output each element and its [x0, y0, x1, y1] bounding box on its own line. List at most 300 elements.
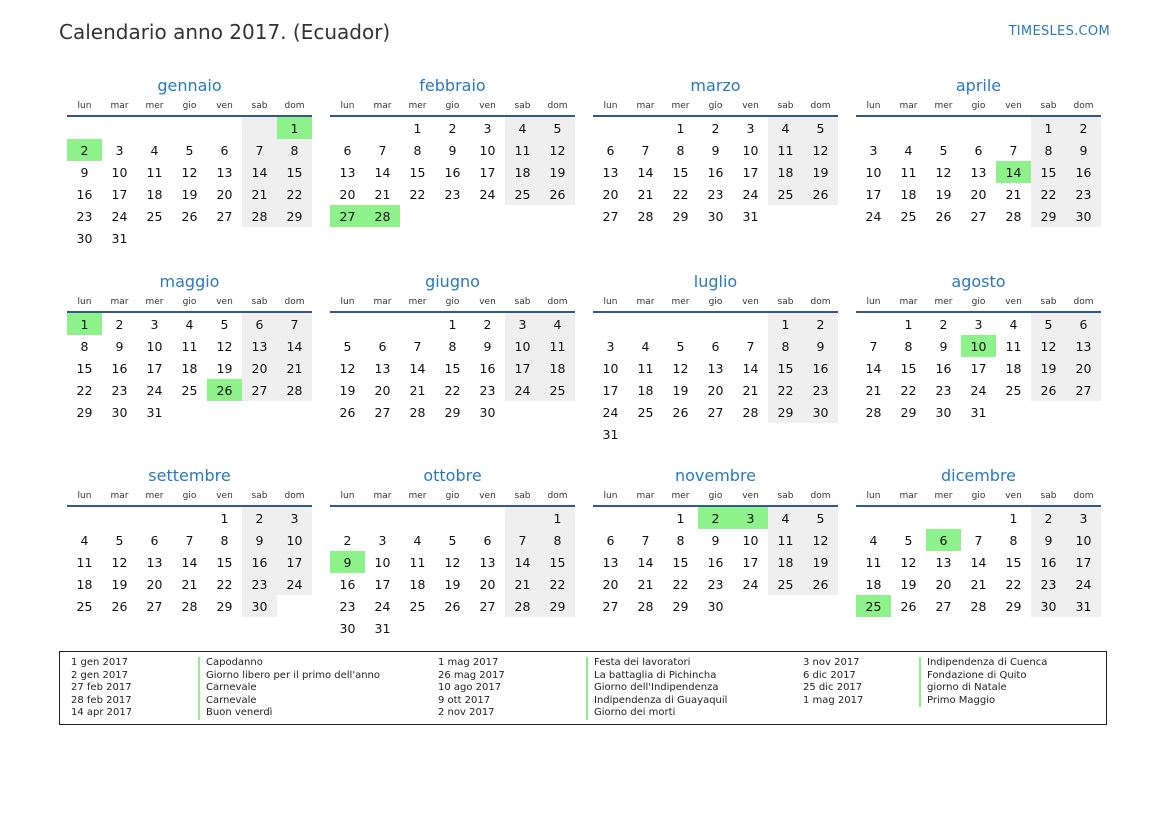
day-cell[interactable]: 15 — [216, 554, 233, 570]
day-cell[interactable]: 7 — [378, 142, 387, 158]
day-cell[interactable]: 21 — [374, 186, 391, 202]
day-cell[interactable]: 16 — [479, 360, 496, 376]
day-cell[interactable]: 7 — [746, 338, 755, 354]
day-cell[interactable]: 17 — [742, 554, 759, 570]
day-cell[interactable]: 16 — [111, 360, 128, 376]
day-cell[interactable]: 26 — [935, 208, 952, 224]
day-cell[interactable]: 17 — [374, 576, 391, 592]
day-cell[interactable]: 5 — [448, 532, 457, 548]
day-cell[interactable]: 7 — [185, 532, 194, 548]
day-cell[interactable]: 12 — [803, 529, 838, 551]
day-cell[interactable]: 1 — [448, 316, 457, 332]
day-cell[interactable]: 24 — [505, 379, 540, 401]
day-cell[interactable]: 29 — [277, 205, 312, 227]
day-cell[interactable]: 21 — [181, 576, 198, 592]
day-cell[interactable]: 13 — [602, 164, 619, 180]
day-cell[interactable]: 9 — [80, 164, 89, 180]
day-cell[interactable]: 28 — [865, 404, 882, 420]
day-cell[interactable]: 1 — [768, 312, 803, 335]
day-cell[interactable]: 8 — [676, 142, 685, 158]
day-cell[interactable]: 11 — [181, 338, 198, 354]
day-cell[interactable]: 20 — [602, 576, 619, 592]
day-cell[interactable]: 10 — [602, 360, 619, 376]
day-cell[interactable]: 31 — [1066, 595, 1101, 617]
day-cell[interactable]: 21 — [277, 357, 312, 379]
day-cell[interactable]: 28 — [181, 598, 198, 614]
day-cell[interactable]: 27 — [216, 208, 233, 224]
day-cell[interactable]: 16 — [1066, 161, 1101, 183]
day-cell[interactable]: 2 — [448, 120, 457, 136]
day-cell[interactable]: 5 — [939, 142, 948, 158]
day-cell[interactable]: 2 — [1031, 506, 1066, 529]
day-cell[interactable]: 16 — [242, 551, 277, 573]
day-cell[interactable]: 22 — [1031, 183, 1066, 205]
day-cell[interactable]: 25 — [540, 379, 575, 401]
day-cell[interactable]: 9 — [711, 532, 720, 548]
day-cell[interactable]: 3 — [150, 316, 159, 332]
day-cell[interactable]: 24 — [742, 186, 759, 202]
holiday-day[interactable]: 1 — [67, 312, 102, 335]
day-cell[interactable]: 5 — [343, 338, 352, 354]
day-cell[interactable]: 25 — [76, 598, 93, 614]
day-cell[interactable]: 4 — [641, 338, 650, 354]
day-cell[interactable]: 26 — [111, 598, 128, 614]
day-cell[interactable]: 30 — [76, 230, 93, 246]
day-cell[interactable]: 30 — [1066, 205, 1101, 227]
day-cell[interactable]: 13 — [479, 554, 496, 570]
day-cell[interactable]: 25 — [637, 404, 654, 420]
day-cell[interactable]: 20 — [242, 357, 277, 379]
site-link[interactable]: TIMESLES.COM — [1008, 24, 1110, 39]
day-cell[interactable]: 7 — [641, 142, 650, 158]
day-cell[interactable]: 7 — [641, 532, 650, 548]
day-cell[interactable]: 30 — [1031, 595, 1066, 617]
day-cell[interactable]: 19 — [803, 161, 838, 183]
day-cell[interactable]: 23 — [76, 208, 93, 224]
day-cell[interactable]: 9 — [711, 142, 720, 158]
day-cell[interactable]: 16 — [444, 164, 461, 180]
day-cell[interactable]: 23 — [803, 379, 838, 401]
day-cell[interactable]: 18 — [1005, 360, 1022, 376]
day-cell[interactable]: 1 — [676, 510, 685, 526]
day-cell[interactable]: 20 — [374, 382, 391, 398]
day-cell[interactable]: 20 — [970, 186, 987, 202]
day-cell[interactable]: 21 — [242, 183, 277, 205]
day-cell[interactable]: 5 — [115, 532, 124, 548]
day-cell[interactable]: 15 — [444, 360, 461, 376]
day-cell[interactable]: 10 — [479, 142, 496, 158]
day-cell[interactable]: 23 — [707, 576, 724, 592]
day-cell[interactable]: 11 — [768, 529, 803, 551]
day-cell[interactable]: 26 — [672, 404, 689, 420]
day-cell[interactable]: 17 — [277, 551, 312, 573]
holiday-day[interactable]: 2 — [67, 139, 102, 161]
day-cell[interactable]: 30 — [242, 595, 277, 617]
day-cell[interactable]: 3 — [746, 120, 755, 136]
day-cell[interactable]: 19 — [540, 161, 575, 183]
day-cell[interactable]: 14 — [409, 360, 426, 376]
day-cell[interactable]: 2 — [939, 316, 948, 332]
day-cell[interactable]: 2 — [711, 120, 720, 136]
day-cell[interactable]: 9 — [242, 529, 277, 551]
day-cell[interactable]: 2 — [483, 316, 492, 332]
day-cell[interactable]: 26 — [1031, 379, 1066, 401]
day-cell[interactable]: 23 — [479, 382, 496, 398]
day-cell[interactable]: 15 — [672, 554, 689, 570]
day-cell[interactable]: 13 — [216, 164, 233, 180]
day-cell[interactable]: 19 — [339, 382, 356, 398]
day-cell[interactable]: 6 — [378, 338, 387, 354]
holiday-day[interactable]: 6 — [926, 529, 961, 551]
holiday-day[interactable]: 2 — [698, 506, 733, 529]
day-cell[interactable]: 15 — [409, 164, 426, 180]
day-cell[interactable]: 14 — [505, 551, 540, 573]
day-cell[interactable]: 11 — [1005, 338, 1022, 354]
day-cell[interactable]: 27 — [479, 598, 496, 614]
day-cell[interactable]: 22 — [672, 576, 689, 592]
day-cell[interactable]: 19 — [672, 382, 689, 398]
day-cell[interactable]: 27 — [970, 208, 987, 224]
day-cell[interactable]: 15 — [540, 551, 575, 573]
day-cell[interactable]: 8 — [1031, 139, 1066, 161]
day-cell[interactable]: 17 — [479, 164, 496, 180]
day-cell[interactable]: 13 — [374, 360, 391, 376]
day-cell[interactable]: 1 — [904, 316, 913, 332]
day-cell[interactable]: 24 — [1066, 573, 1101, 595]
day-cell[interactable]: 12 — [540, 139, 575, 161]
day-cell[interactable]: 9 — [803, 335, 838, 357]
day-cell[interactable]: 12 — [1031, 335, 1066, 357]
day-cell[interactable]: 13 — [242, 335, 277, 357]
holiday-day[interactable]: 3 — [733, 506, 768, 529]
day-cell[interactable]: 22 — [1005, 576, 1022, 592]
day-cell[interactable]: 22 — [444, 382, 461, 398]
day-cell[interactable]: 27 — [602, 208, 619, 224]
day-cell[interactable]: 5 — [676, 338, 685, 354]
day-cell[interactable]: 11 — [900, 164, 917, 180]
day-cell[interactable]: 24 — [374, 598, 391, 614]
day-cell[interactable]: 17 — [742, 164, 759, 180]
day-cell[interactable]: 29 — [540, 595, 575, 617]
day-cell[interactable]: 18 — [768, 551, 803, 573]
day-cell[interactable]: 26 — [803, 183, 838, 205]
day-cell[interactable]: 20 — [479, 576, 496, 592]
day-cell[interactable]: 13 — [935, 554, 952, 570]
day-cell[interactable]: 1 — [1031, 116, 1066, 139]
day-cell[interactable]: 28 — [505, 595, 540, 617]
day-cell[interactable]: 19 — [935, 186, 952, 202]
day-cell[interactable]: 18 — [768, 161, 803, 183]
day-cell[interactable]: 19 — [1031, 357, 1066, 379]
day-cell[interactable]: 4 — [869, 532, 878, 548]
day-cell[interactable]: 25 — [181, 382, 198, 398]
day-cell[interactable]: 4 — [1009, 316, 1018, 332]
holiday-day[interactable]: 9 — [330, 551, 365, 573]
day-cell[interactable]: 2 — [1066, 116, 1101, 139]
day-cell[interactable]: 29 — [768, 401, 803, 423]
day-cell[interactable]: 7 — [413, 338, 422, 354]
day-cell[interactable]: 4 — [80, 532, 89, 548]
day-cell[interactable]: 31 — [970, 404, 987, 420]
day-cell[interactable]: 23 — [1066, 183, 1101, 205]
day-cell[interactable]: 25 — [768, 183, 803, 205]
day-cell[interactable]: 18 — [505, 161, 540, 183]
day-cell[interactable]: 1 — [1009, 510, 1018, 526]
day-cell[interactable]: 18 — [181, 360, 198, 376]
day-cell[interactable]: 27 — [146, 598, 163, 614]
day-cell[interactable]: 25 — [146, 208, 163, 224]
day-cell[interactable]: 24 — [742, 576, 759, 592]
day-cell[interactable]: 25 — [409, 598, 426, 614]
day-cell[interactable]: 23 — [935, 382, 952, 398]
day-cell[interactable]: 19 — [216, 360, 233, 376]
day-cell[interactable]: 5 — [803, 116, 838, 139]
day-cell[interactable]: 13 — [339, 164, 356, 180]
day-cell[interactable]: 19 — [803, 551, 838, 573]
day-cell[interactable]: 21 — [865, 382, 882, 398]
day-cell[interactable]: 6 — [242, 312, 277, 335]
day-cell[interactable]: 1 — [540, 506, 575, 529]
day-cell[interactable]: 8 — [448, 338, 457, 354]
day-cell[interactable]: 14 — [277, 335, 312, 357]
day-cell[interactable]: 23 — [707, 186, 724, 202]
day-cell[interactable]: 23 — [111, 382, 128, 398]
day-cell[interactable]: 30 — [935, 404, 952, 420]
day-cell[interactable]: 9 — [115, 338, 124, 354]
day-cell[interactable]: 21 — [1005, 186, 1022, 202]
day-cell[interactable]: 2 — [803, 312, 838, 335]
day-cell[interactable]: 15 — [1005, 554, 1022, 570]
day-cell[interactable]: 17 — [970, 360, 987, 376]
day-cell[interactable]: 15 — [768, 357, 803, 379]
day-cell[interactable]: 13 — [146, 554, 163, 570]
day-cell[interactable]: 22 — [76, 382, 93, 398]
day-cell[interactable]: 1 — [220, 510, 229, 526]
day-cell[interactable]: 7 — [974, 532, 983, 548]
holiday-day[interactable]: 25 — [856, 595, 891, 617]
day-cell[interactable]: 29 — [1031, 205, 1066, 227]
day-cell[interactable]: 4 — [185, 316, 194, 332]
day-cell[interactable]: 16 — [803, 357, 838, 379]
holiday-day[interactable]: 14 — [996, 161, 1031, 183]
day-cell[interactable]: 27 — [602, 598, 619, 614]
day-cell[interactable]: 28 — [742, 404, 759, 420]
day-cell[interactable]: 12 — [900, 554, 917, 570]
day-cell[interactable]: 9 — [1066, 139, 1101, 161]
day-cell[interactable]: 8 — [540, 529, 575, 551]
day-cell[interactable]: 27 — [707, 404, 724, 420]
day-cell[interactable]: 8 — [904, 338, 913, 354]
holiday-day[interactable]: 10 — [961, 335, 996, 357]
day-cell[interactable]: 22 — [672, 186, 689, 202]
day-cell[interactable]: 5 — [803, 506, 838, 529]
day-cell[interactable]: 23 — [444, 186, 461, 202]
day-cell[interactable]: 16 — [935, 360, 952, 376]
day-cell[interactable]: 6 — [220, 142, 229, 158]
day-cell[interactable]: 18 — [900, 186, 917, 202]
day-cell[interactable]: 6 — [150, 532, 159, 548]
day-cell[interactable]: 26 — [181, 208, 198, 224]
day-cell[interactable]: 21 — [970, 576, 987, 592]
day-cell[interactable]: 10 — [742, 532, 759, 548]
day-cell[interactable]: 11 — [768, 139, 803, 161]
day-cell[interactable]: 13 — [970, 164, 987, 180]
day-cell[interactable]: 3 — [974, 316, 983, 332]
day-cell[interactable]: 15 — [672, 164, 689, 180]
day-cell[interactable]: 4 — [150, 142, 159, 158]
day-cell[interactable]: 24 — [602, 404, 619, 420]
day-cell[interactable]: 4 — [768, 116, 803, 139]
day-cell[interactable]: 29 — [672, 598, 689, 614]
day-cell[interactable]: 18 — [409, 576, 426, 592]
day-cell[interactable]: 10 — [1066, 529, 1101, 551]
day-cell[interactable]: 30 — [339, 620, 356, 636]
day-cell[interactable]: 8 — [277, 139, 312, 161]
day-cell[interactable]: 23 — [1031, 573, 1066, 595]
day-cell[interactable]: 8 — [80, 338, 89, 354]
day-cell[interactable]: 17 — [602, 382, 619, 398]
day-cell[interactable]: 6 — [711, 338, 720, 354]
day-cell[interactable]: 14 — [242, 161, 277, 183]
day-cell[interactable]: 19 — [900, 576, 917, 592]
day-cell[interactable]: 6 — [483, 532, 492, 548]
day-cell[interactable]: 14 — [865, 360, 882, 376]
day-cell[interactable]: 24 — [479, 186, 496, 202]
day-cell[interactable]: 15 — [277, 161, 312, 183]
day-cell[interactable]: 15 — [1031, 161, 1066, 183]
day-cell[interactable]: 4 — [540, 312, 575, 335]
day-cell[interactable]: 3 — [1066, 506, 1101, 529]
day-cell[interactable]: 13 — [602, 554, 619, 570]
day-cell[interactable]: 21 — [505, 573, 540, 595]
day-cell[interactable]: 26 — [540, 183, 575, 205]
day-cell[interactable]: 18 — [540, 357, 575, 379]
day-cell[interactable]: 14 — [374, 164, 391, 180]
day-cell[interactable]: 26 — [900, 598, 917, 614]
day-cell[interactable]: 7 — [242, 139, 277, 161]
day-cell[interactable]: 9 — [483, 338, 492, 354]
day-cell[interactable]: 17 — [505, 357, 540, 379]
day-cell[interactable]: 19 — [444, 576, 461, 592]
day-cell[interactable]: 24 — [970, 382, 987, 398]
day-cell[interactable]: 28 — [242, 205, 277, 227]
day-cell[interactable]: 8 — [768, 335, 803, 357]
day-cell[interactable]: 14 — [637, 164, 654, 180]
day-cell[interactable]: 30 — [111, 404, 128, 420]
day-cell[interactable]: 16 — [1031, 551, 1066, 573]
day-cell[interactable]: 28 — [1005, 208, 1022, 224]
day-cell[interactable]: 14 — [637, 554, 654, 570]
day-cell[interactable]: 11 — [540, 335, 575, 357]
day-cell[interactable]: 25 — [1005, 382, 1022, 398]
day-cell[interactable]: 10 — [277, 529, 312, 551]
day-cell[interactable]: 3 — [606, 338, 615, 354]
day-cell[interactable]: 28 — [409, 404, 426, 420]
day-cell[interactable]: 28 — [970, 598, 987, 614]
day-cell[interactable]: 14 — [742, 360, 759, 376]
day-cell[interactable]: 10 — [146, 338, 163, 354]
day-cell[interactable]: 20 — [707, 382, 724, 398]
day-cell[interactable]: 28 — [637, 598, 654, 614]
day-cell[interactable]: 16 — [707, 164, 724, 180]
day-cell[interactable]: 30 — [479, 404, 496, 420]
day-cell[interactable]: 18 — [76, 576, 93, 592]
day-cell[interactable]: 8 — [220, 532, 229, 548]
day-cell[interactable]: 2 — [242, 506, 277, 529]
day-cell[interactable]: 20 — [1066, 357, 1101, 379]
day-cell[interactable]: 29 — [900, 404, 917, 420]
day-cell[interactable]: 15 — [76, 360, 93, 376]
day-cell[interactable]: 27 — [1066, 379, 1101, 401]
day-cell[interactable]: 31 — [374, 620, 391, 636]
day-cell[interactable]: 21 — [637, 576, 654, 592]
day-cell[interactable]: 6 — [1066, 312, 1101, 335]
day-cell[interactable]: 23 — [339, 598, 356, 614]
day-cell[interactable]: 5 — [904, 532, 913, 548]
day-cell[interactable]: 25 — [900, 208, 917, 224]
day-cell[interactable]: 30 — [707, 208, 724, 224]
day-cell[interactable]: 4 — [413, 532, 422, 548]
day-cell[interactable]: 24 — [111, 208, 128, 224]
day-cell[interactable]: 21 — [637, 186, 654, 202]
holiday-day[interactable]: 1 — [277, 116, 312, 139]
day-cell[interactable]: 8 — [413, 142, 422, 158]
day-cell[interactable]: 1 — [413, 120, 422, 136]
day-cell[interactable]: 30 — [707, 598, 724, 614]
day-cell[interactable]: 10 — [374, 554, 391, 570]
day-cell[interactable]: 31 — [111, 230, 128, 246]
day-cell[interactable]: 7 — [505, 529, 540, 551]
day-cell[interactable]: 9 — [939, 338, 948, 354]
day-cell[interactable]: 10 — [111, 164, 128, 180]
day-cell[interactable]: 31 — [146, 404, 163, 420]
day-cell[interactable]: 7 — [1009, 142, 1018, 158]
day-cell[interactable]: 7 — [277, 312, 312, 335]
day-cell[interactable]: 23 — [242, 573, 277, 595]
day-cell[interactable]: 13 — [1066, 335, 1101, 357]
day-cell[interactable]: 12 — [111, 554, 128, 570]
day-cell[interactable]: 15 — [900, 360, 917, 376]
day-cell[interactable]: 5 — [1031, 312, 1066, 335]
day-cell[interactable]: 8 — [1009, 532, 1018, 548]
day-cell[interactable]: 16 — [339, 576, 356, 592]
day-cell[interactable]: 4 — [904, 142, 913, 158]
day-cell[interactable]: 3 — [869, 142, 878, 158]
day-cell[interactable]: 18 — [637, 382, 654, 398]
day-cell[interactable]: 16 — [707, 554, 724, 570]
day-cell[interactable]: 16 — [76, 186, 93, 202]
day-cell[interactable]: 7 — [869, 338, 878, 354]
day-cell[interactable]: 5 — [540, 116, 575, 139]
day-cell[interactable]: 17 — [111, 186, 128, 202]
day-cell[interactable]: 17 — [865, 186, 882, 202]
day-cell[interactable]: 11 — [865, 554, 882, 570]
day-cell[interactable]: 31 — [742, 208, 759, 224]
day-cell[interactable]: 11 — [76, 554, 93, 570]
day-cell[interactable]: 21 — [409, 382, 426, 398]
day-cell[interactable]: 3 — [378, 532, 387, 548]
day-cell[interactable]: 24 — [277, 573, 312, 595]
day-cell[interactable]: 1 — [676, 120, 685, 136]
day-cell[interactable]: 6 — [606, 532, 615, 548]
day-cell[interactable]: 12 — [935, 164, 952, 180]
day-cell[interactable]: 20 — [216, 186, 233, 202]
day-cell[interactable]: 21 — [742, 382, 759, 398]
day-cell[interactable]: 11 — [637, 360, 654, 376]
day-cell[interactable]: 10 — [865, 164, 882, 180]
day-cell[interactable]: 29 — [216, 598, 233, 614]
day-cell[interactable]: 22 — [900, 382, 917, 398]
